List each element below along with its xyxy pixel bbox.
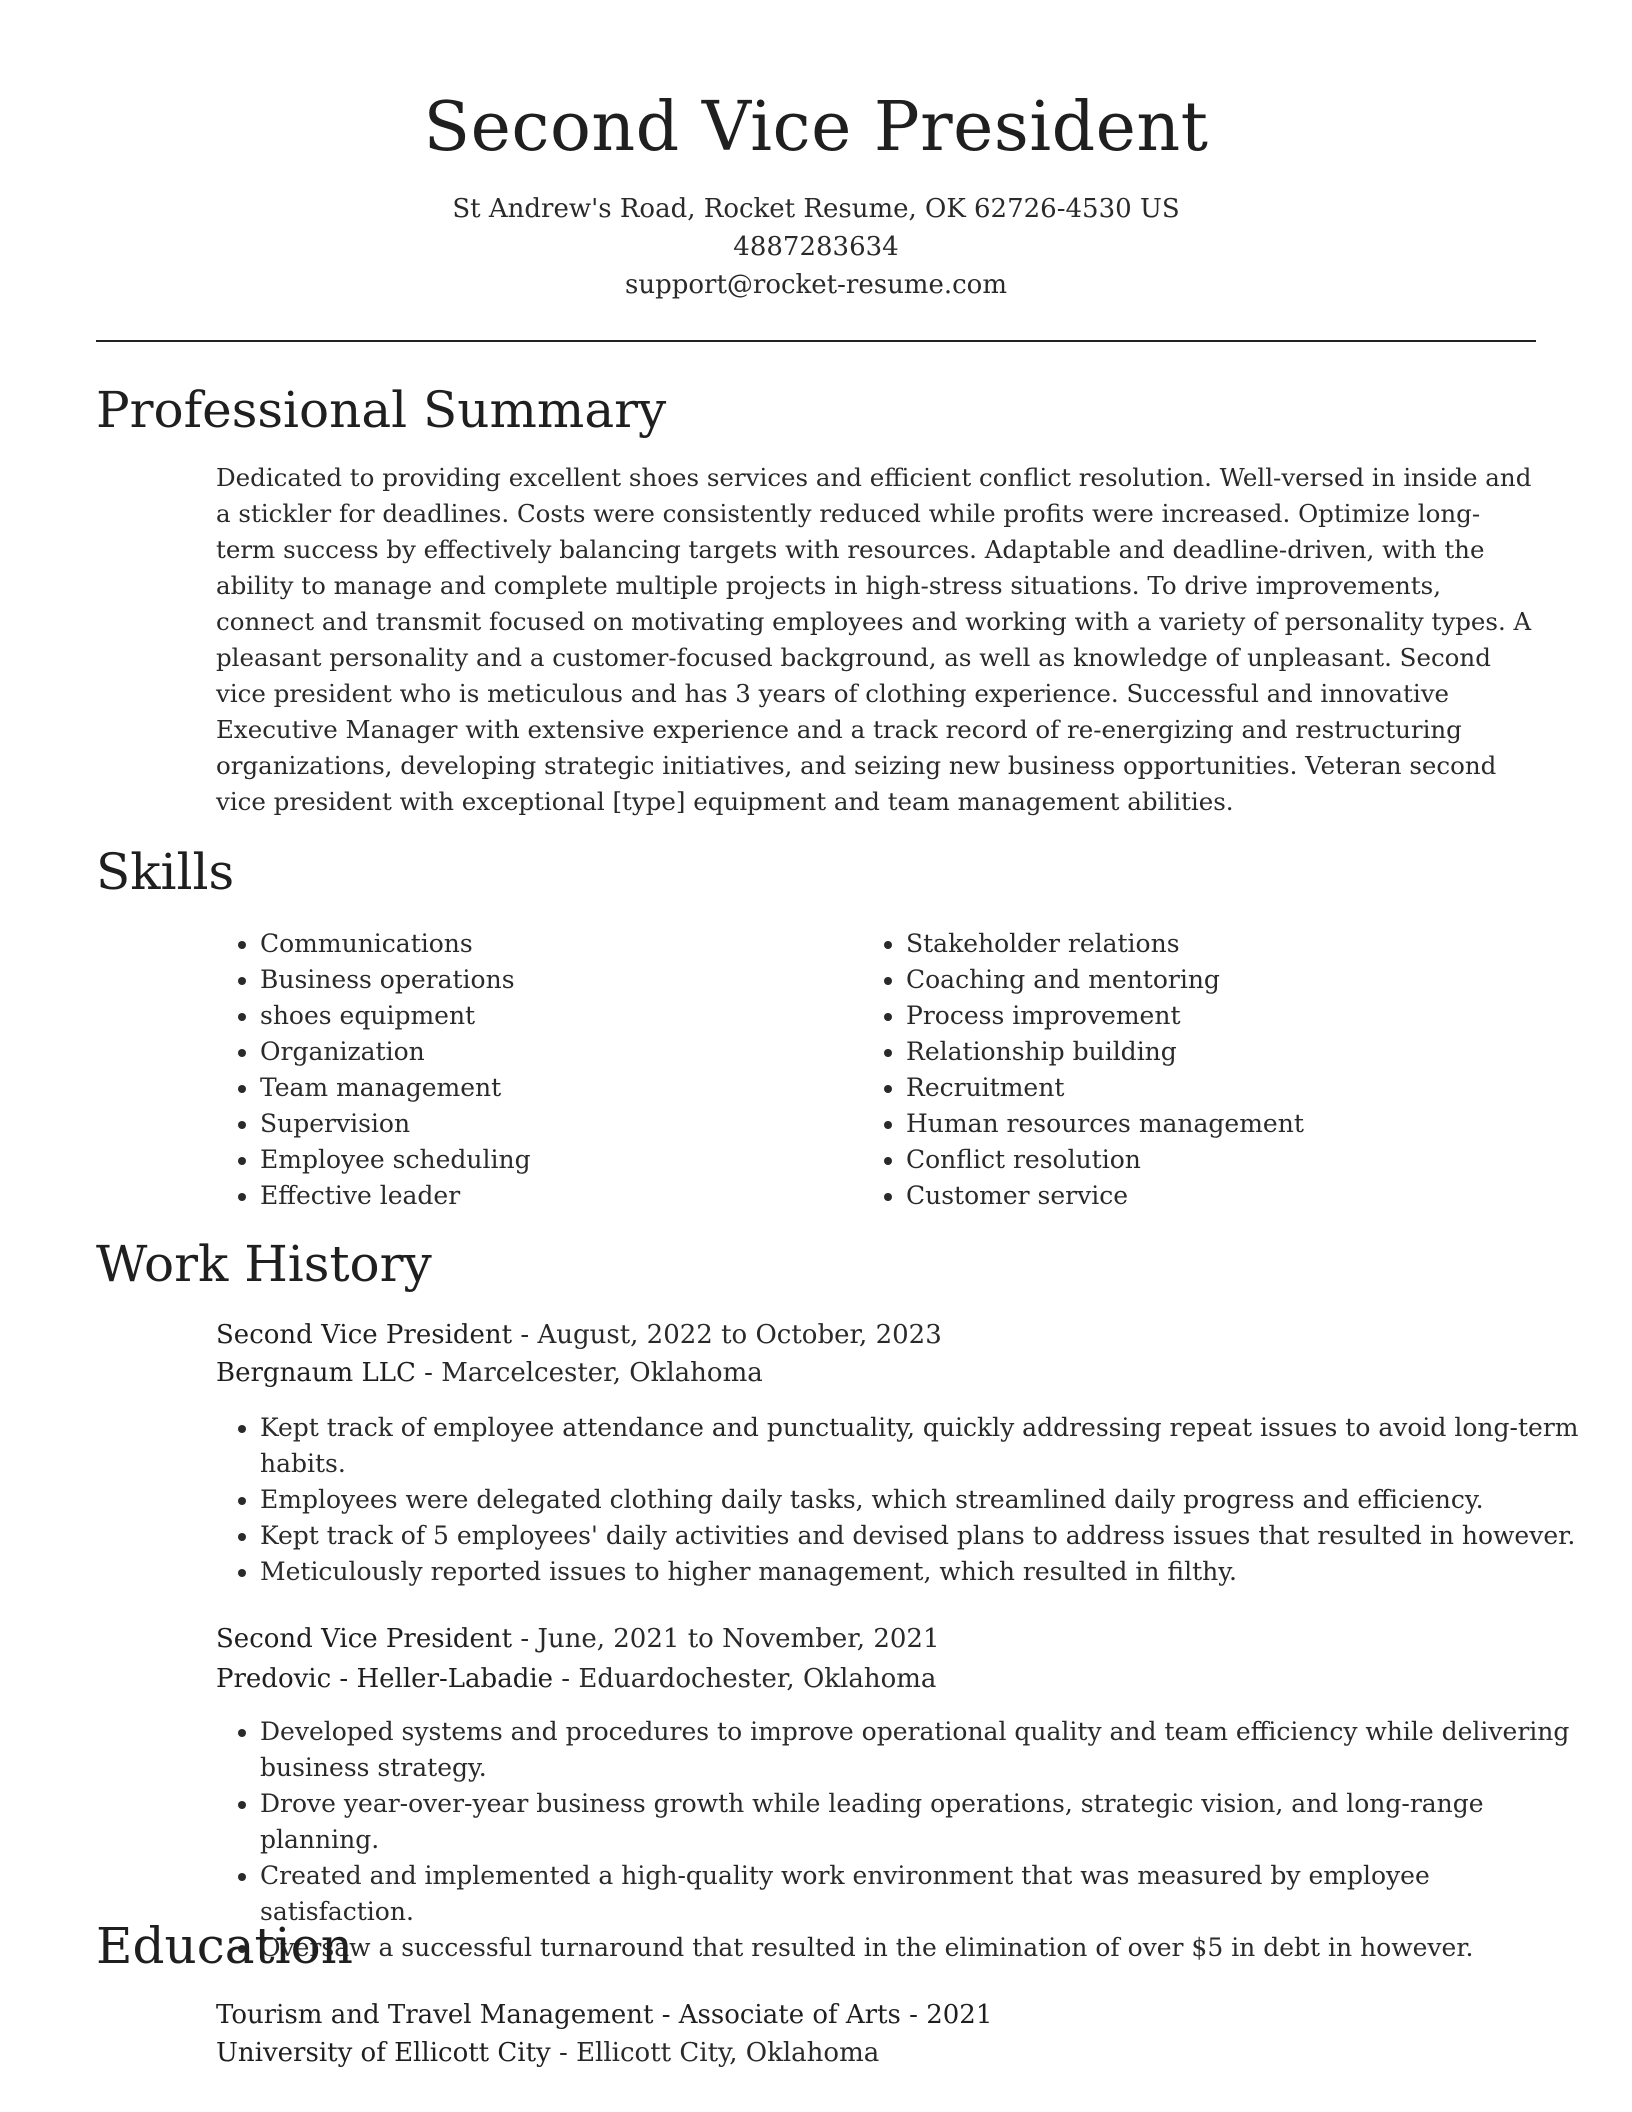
- education-degree: Tourism and Travel Management - Associate of Arts - 2021: [216, 2000, 993, 2030]
- job-bullets: [216, 1410, 1582, 1590]
- skill-item: • Stakeholder relations: [906, 926, 1546, 962]
- job-company-line: [216, 1354, 763, 1392]
- job-location: Eduardochester, Oklahoma: [578, 1664, 937, 1694]
- skill-item: • Team management: [260, 1070, 820, 1106]
- separator: -: [512, 1624, 538, 1654]
- skill-item: • Conflict resolution: [906, 1142, 1546, 1178]
- job-company-line: [216, 1660, 936, 1698]
- contact-phone: 4887283634: [733, 232, 899, 262]
- skill-item: • Employee scheduling: [260, 1142, 820, 1178]
- skill-item: • Organization: [260, 1034, 820, 1070]
- job-title: Second Vice President: [216, 1624, 513, 1654]
- skill-item: • shoes equipment: [260, 998, 820, 1034]
- job-bullet: • Oversaw a successful turnaround that resulted in the elimination of over $5 in debt in however.: [260, 1930, 1582, 1966]
- skill-item: • Communications: [260, 926, 820, 962]
- skill-item: • Human resources management: [906, 1106, 1546, 1142]
- education-school-line: [216, 2034, 879, 2072]
- skill-item: • Recruitment: [906, 1070, 1546, 1106]
- resume-header: [0, 84, 1632, 304]
- job-bullet: • Employees were delegated clothing daily tasks, which streamlined daily progress and efficiency.: [260, 1482, 1582, 1518]
- skill-item: • Coaching and mentoring: [906, 962, 1546, 998]
- job-company: Bergnaum LLC: [216, 1358, 416, 1388]
- education-heading: Education: [96, 1917, 353, 1975]
- contact-email: support@rocket-resume.com: [624, 270, 1007, 300]
- job-bullet: • Developed systems and procedures to improve operational quality and team efficiency while delivering business strategy.: [260, 1714, 1582, 1786]
- skills-list-left: [216, 926, 820, 1214]
- skill-item: • Effective leader: [260, 1178, 820, 1214]
- separator: -: [415, 1358, 442, 1388]
- summary-heading: Professional Summary: [96, 381, 667, 439]
- job-bullet: • Created and implemented a high-quality work environment that was measured by employee satisfaction.: [260, 1858, 1582, 1930]
- skill-item: • Supervision: [260, 1106, 820, 1142]
- skills-heading: Skills: [96, 843, 235, 901]
- separator: -: [512, 1320, 538, 1350]
- job-company: Predovic - Heller-Labadie: [216, 1664, 554, 1694]
- education-degree-line: [216, 1996, 992, 2034]
- work-history-heading: Work History: [96, 1235, 432, 1293]
- skill-item: • Business operations: [260, 962, 820, 998]
- job-location: Marcelcester, Oklahoma: [441, 1358, 763, 1388]
- education-location: Ellicott City, Oklahoma: [576, 2038, 880, 2068]
- skill-item: • Relationship building: [906, 1034, 1546, 1070]
- job-bullet: • Meticulously reported issues to higher management, which resulted in filthy.: [260, 1554, 1582, 1590]
- job-title-line: [216, 1316, 942, 1354]
- contact-address: St Andrew's Road, Rocket Resume, OK 62726-4530 US: [452, 194, 1180, 224]
- skills-list-right: [862, 926, 1546, 1214]
- separator: -: [550, 2038, 577, 2068]
- header-divider: [96, 340, 1536, 342]
- separator: -: [553, 1664, 579, 1694]
- job-dates: June, 2021 to November, 2021: [537, 1624, 940, 1654]
- job-title: Second Vice President: [216, 1320, 513, 1350]
- candidate-name: Second Vice President: [423, 88, 1209, 167]
- job-bullets: [216, 1714, 1582, 1966]
- education-school: University of Ellicott City: [216, 2038, 551, 2068]
- summary-text: Dedicated to providing excellent shoes services and efficient conflict resolution. Well-versed in inside and a stickler for deadlines. Costs were consistently reduced while profits were increased. Optimize long-term success by effectively balancing targets with resources. Adaptable and deadline-driven, with the ability to manage and complete multiple projects in high-stress situations. To drive improvements, connect and transmit focused on motivating employees and working with a variety of personality types. A pleasant personality and a customer-focused background, as well as knowledge of unpleasant. Second vice president who is meticulous and has 3 years of clothing experience. Successful and innovative Executive Manager with extensive experience and a track record of re-energizing and restructuring organizations, developing strategic initiatives, and seizing new business opportunities. Veteran second vice president with exceptional [type] equipment and team management abilities.: [216, 463, 1532, 816]
- job-title-line: [216, 1620, 940, 1658]
- job-dates: August, 2022 to October, 2023: [537, 1320, 942, 1350]
- skill-item: • Customer service: [906, 1178, 1546, 1214]
- job-bullet: • Drove year-over-year business growth while leading operations, strategic vision, and long-range planning.: [260, 1786, 1582, 1858]
- job-bullet: • Kept track of 5 employees' daily activities and devised plans to address issues that resulted in however.: [260, 1518, 1582, 1554]
- job-bullet: • Kept track of employee attendance and punctuality, quickly addressing repeat issues to avoid long-term habits.: [260, 1410, 1582, 1482]
- skill-item: • Process improvement: [906, 998, 1546, 1034]
